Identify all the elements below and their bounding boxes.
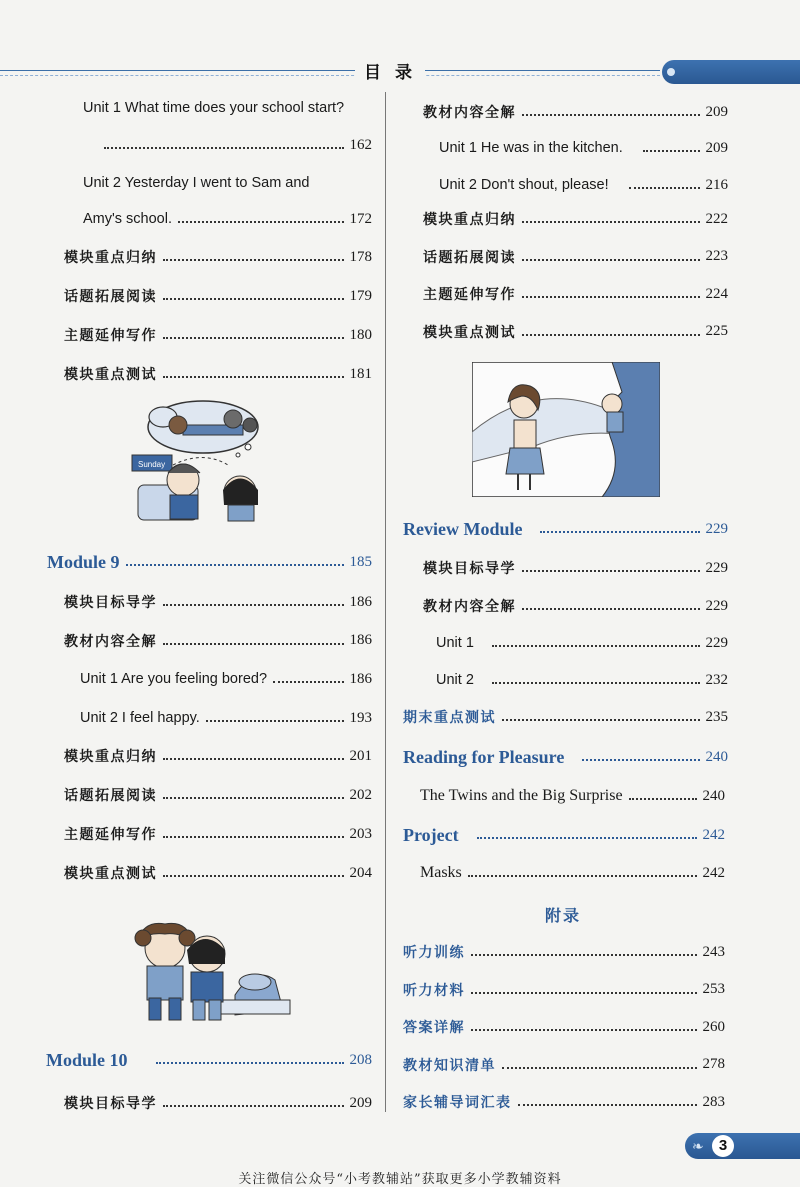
- dot-leader: [522, 296, 700, 298]
- page-number: 242: [702, 826, 725, 843]
- dot-leader: [502, 1067, 697, 1069]
- page-number: 201: [349, 747, 372, 764]
- toc-entry[interactable]: [439, 173, 728, 197]
- entry-label: 模块目标导学: [64, 1096, 157, 1112]
- page-number: 243: [702, 943, 725, 960]
- dot-leader: [477, 837, 697, 839]
- page-number: 209: [705, 139, 728, 156]
- page-number: 283: [702, 1093, 725, 1110]
- toc-entry-unit2-title[interactable]: Unit 2 Yesterday I went to Sam and: [83, 175, 310, 191]
- toc-project[interactable]: [403, 823, 725, 847]
- page-number: 204: [349, 864, 372, 881]
- toc-entry[interactable]: [64, 245, 372, 269]
- toc-entry[interactable]: [64, 1091, 372, 1115]
- entry-label: 话题拓展阅读: [64, 788, 157, 804]
- dot-leader: [163, 836, 344, 838]
- entry-label: 教材内容全解: [423, 105, 516, 121]
- entry-label: Unit 2 I feel happy.: [80, 710, 200, 726]
- dot-leader: [540, 531, 699, 533]
- footer-note: 关注微信公众号“小考教辅站”获取更多小学教辅资料: [238, 1172, 562, 1187]
- page-number: 180: [349, 326, 372, 343]
- dot-leader: [643, 150, 700, 152]
- toc-entry[interactable]: [420, 784, 725, 808]
- toc-entry[interactable]: [403, 978, 725, 1002]
- entry-label: 模块目标导学: [64, 595, 157, 611]
- header-tab: [662, 60, 800, 84]
- dot-leader: [468, 875, 697, 877]
- page-number: 225: [705, 323, 728, 339]
- toc-entry[interactable]: [439, 136, 728, 160]
- toc-review-module[interactable]: [403, 517, 728, 541]
- toc-entry-unit1-title[interactable]: Unit 1 What time does your school start?: [83, 100, 345, 116]
- dot-leader: [471, 992, 697, 994]
- dot-leader: [522, 608, 700, 610]
- dot-leader: [629, 187, 700, 189]
- toc-entry[interactable]: [423, 245, 728, 269]
- page-number: 172: [349, 210, 372, 227]
- dot-leader: [502, 719, 700, 721]
- entry-label: 期末重点测试: [403, 710, 496, 726]
- dot-leader: [163, 337, 344, 339]
- toc-entry[interactable]: [80, 706, 372, 730]
- dot-leader: [163, 259, 344, 261]
- appendix-heading: 附录: [545, 906, 582, 925]
- entry-label: 教材内容全解: [423, 599, 516, 615]
- toc-entry[interactable]: [420, 861, 725, 885]
- page-number: 193: [349, 709, 372, 726]
- entry-label: 模块重点归纳: [64, 749, 157, 765]
- entry-label: 主题延伸写作: [64, 328, 157, 344]
- page-number: 186: [349, 670, 372, 687]
- header-rule: [0, 70, 660, 71]
- page-number: 178: [349, 248, 372, 265]
- dot-leader: [163, 376, 344, 378]
- page-number: 208: [349, 1051, 372, 1068]
- dot-leader: [522, 334, 700, 336]
- page-title: 目 录: [355, 58, 425, 83]
- page-number: 240: [705, 748, 728, 765]
- module-label: Module 10: [46, 1049, 128, 1070]
- toc-entry[interactable]: [64, 629, 372, 653]
- toc-entry-unit2[interactable]: [83, 207, 372, 231]
- dot-leader: [522, 259, 700, 261]
- page-number: 229: [705, 559, 728, 576]
- entry-label: Unit 1 He was in the kitchen.: [439, 140, 623, 156]
- toc-entry[interactable]: [403, 1053, 725, 1077]
- page-number: 162: [349, 136, 372, 153]
- column-divider: [385, 92, 386, 1112]
- dot-leader: [163, 875, 344, 877]
- module-label: Reading for Pleasure: [403, 746, 565, 767]
- dot-leader: [126, 564, 344, 566]
- illustration-girl-and-tree: [472, 362, 660, 497]
- dot-leader: [206, 720, 344, 722]
- dot-leader: [163, 797, 344, 799]
- toc-reading-for-pleasure[interactable]: [403, 745, 728, 769]
- entry-label: The Twins and the Big Surprise: [420, 787, 623, 804]
- page-number: 235: [705, 708, 728, 725]
- page-number: 223: [705, 248, 728, 264]
- dot-leader: [163, 643, 344, 645]
- page-number: 202: [349, 786, 372, 803]
- toc-final-test[interactable]: [403, 705, 728, 729]
- toc-entry[interactable]: [64, 744, 372, 768]
- entry-label: 教材内容全解: [64, 633, 157, 650]
- page-number: 181: [349, 365, 372, 382]
- dot-leader: [522, 114, 700, 116]
- page-number: 224: [705, 285, 728, 302]
- toc-entry[interactable]: [64, 323, 372, 347]
- toc-entry[interactable]: [436, 668, 728, 692]
- page-number: 232: [705, 671, 728, 688]
- toc-entry[interactable]: [403, 1015, 725, 1039]
- page-number: 186: [349, 593, 372, 610]
- toc-entry[interactable]: [64, 783, 372, 807]
- page-number: 179: [349, 287, 372, 304]
- dot-leader: [163, 758, 344, 760]
- leaf-icon: ❧: [692, 1138, 704, 1154]
- toc-entry[interactable]: [64, 284, 372, 308]
- entry-label: Masks: [420, 864, 462, 881]
- header-tab-dot-icon: [667, 68, 675, 76]
- entry-label: 听力材料: [403, 982, 465, 999]
- dot-leader: [178, 221, 344, 223]
- toc-entry[interactable]: [64, 861, 372, 885]
- dot-leader: [522, 221, 700, 223]
- module-label: Module 9: [47, 551, 120, 572]
- module-label: Project: [403, 824, 459, 845]
- module-label: Review Module: [403, 518, 523, 539]
- page-number: 278: [702, 1056, 725, 1072]
- dot-leader: [471, 954, 697, 956]
- entry-label: 话题拓展阅读: [423, 249, 516, 266]
- page-number: 229: [705, 520, 728, 537]
- page-number: 209: [349, 1094, 372, 1111]
- entry-label: Unit 1: [436, 635, 474, 651]
- toc-entry[interactable]: [423, 594, 728, 618]
- entry-label: Amy's school.: [83, 211, 172, 227]
- dot-leader: [163, 298, 344, 300]
- dot-leader: [104, 147, 344, 149]
- entry-label: 模块重点测试: [64, 866, 157, 882]
- toc-module-9[interactable]: [47, 550, 372, 574]
- header-rule-dashed: [0, 75, 660, 76]
- toc-entry[interactable]: [423, 282, 728, 306]
- page-number: 242: [702, 864, 725, 881]
- dot-leader: [163, 1105, 344, 1107]
- dot-leader: [471, 1029, 697, 1031]
- page-number: 185: [349, 553, 372, 570]
- dot-leader: [156, 1062, 344, 1064]
- toc-entry-unit1[interactable]: [104, 133, 372, 157]
- entry-label: 主题延伸写作: [423, 287, 516, 303]
- toc-entry[interactable]: [423, 556, 728, 580]
- page-number: 216: [705, 176, 728, 193]
- page-number-badge: 3: [712, 1135, 734, 1157]
- toc-entry[interactable]: [436, 631, 728, 655]
- entry-label: 模块重点归纳: [64, 250, 157, 266]
- dot-leader: [522, 570, 700, 572]
- dot-leader: [629, 798, 697, 800]
- page-number: 209: [705, 103, 728, 120]
- toc-entry[interactable]: [423, 207, 728, 231]
- page-number: 229: [705, 597, 728, 614]
- toc-entry[interactable]: [403, 1090, 725, 1114]
- entry-label: Unit 2: [436, 672, 474, 688]
- toc-entry[interactable]: [64, 822, 372, 846]
- dot-leader: [582, 759, 699, 761]
- toc-entry[interactable]: [423, 100, 728, 124]
- toc-entry[interactable]: [423, 320, 728, 344]
- page-number: 260: [702, 1018, 725, 1035]
- toc-entry[interactable]: [64, 362, 372, 386]
- page-number: 240: [702, 787, 725, 804]
- entry-label: 听力训练: [403, 945, 465, 961]
- svg-text:Sunday: Sunday: [138, 460, 166, 469]
- dot-leader: [163, 604, 344, 606]
- entry-label: Unit 1 Are you feeling bored?: [80, 671, 268, 687]
- dot-leader: [492, 682, 700, 684]
- entry-label: 模块目标导学: [423, 561, 516, 577]
- page-number: 253: [702, 981, 725, 997]
- page-number: 222: [705, 210, 728, 227]
- page-number: 203: [349, 825, 372, 842]
- page-number: 186: [349, 632, 372, 648]
- entry-label: 话题拓展阅读: [64, 289, 157, 305]
- entry-label: 教材知识清单: [403, 1057, 496, 1074]
- dot-leader: [273, 681, 343, 683]
- entry-label: Unit 2 Don't shout, please!: [439, 177, 609, 193]
- toc-module-10[interactable]: [46, 1048, 372, 1072]
- entry-label: 模块重点归纳: [423, 212, 516, 228]
- toc-entry[interactable]: [64, 590, 372, 614]
- illustration-two-children: [125, 920, 295, 1025]
- illustration-classroom-dream: [128, 395, 278, 525]
- dot-leader: [492, 645, 700, 647]
- entry-label: 家长辅导词汇表: [403, 1095, 512, 1111]
- toc-entry[interactable]: [403, 940, 725, 964]
- page-number: 229: [705, 634, 728, 651]
- entry-label: 模块重点测试: [64, 367, 157, 383]
- dot-leader: [518, 1104, 697, 1106]
- toc-entry[interactable]: [80, 667, 372, 691]
- entry-label: 模块重点测试: [423, 324, 516, 341]
- entry-label: 答案详解: [403, 1020, 465, 1036]
- entry-label: 主题延伸写作: [64, 827, 157, 843]
